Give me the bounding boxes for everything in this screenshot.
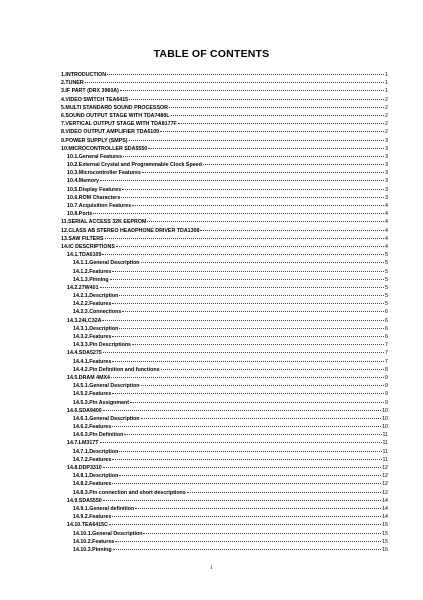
dot-leader: [203, 160, 384, 165]
dot-leader: [115, 537, 381, 542]
dot-leader: [116, 242, 384, 247]
toc-entry-page: 3: [385, 194, 388, 201]
dot-leader: [129, 136, 385, 141]
toc-entry-label: 10.6.ROM Characters: [67, 194, 121, 201]
toc-entry-page: 5: [385, 293, 388, 300]
dot-leader: [135, 504, 381, 509]
toc-entry-label: 13.SAW FILTERS: [61, 235, 104, 242]
dot-leader: [122, 307, 384, 312]
toc-entry-page: 9: [385, 374, 388, 381]
dot-leader: [147, 217, 384, 222]
dot-leader: [105, 234, 384, 239]
dot-leader: [169, 103, 384, 108]
toc-entry-page: 7: [385, 350, 388, 357]
toc-entry-page: 15: [382, 522, 388, 529]
toc-entry-label: 14.IC DESCRIPTIONS: [61, 243, 115, 250]
dot-leader: [103, 496, 381, 501]
toc-entry-page: 5: [385, 252, 388, 259]
toc-entry-label: 3.IF PART (DRX 3960A): [61, 88, 119, 95]
dot-leader: [121, 193, 384, 198]
toc-entry-page: 6: [385, 309, 388, 316]
dot-leader: [123, 152, 384, 157]
toc-entry-page: 10: [382, 424, 388, 431]
toc-entry-label: 14.3.2.Features: [73, 334, 112, 340]
dot-leader: [119, 324, 384, 329]
toc-entry-label: 6.SOUND OUTPUT STAGE WITH TDA7480L: [61, 112, 170, 119]
dot-leader: [102, 250, 384, 255]
dot-leader: [129, 95, 384, 100]
toc-entry-page: 5: [385, 268, 388, 275]
dot-leader: [200, 226, 384, 231]
toc-entry-page: 15: [382, 530, 388, 537]
toc-entry-label: 10.7.Acquisition Features: [67, 203, 132, 209]
dot-leader: [112, 332, 384, 337]
toc-entry-label: 14.2.27W401: [67, 284, 99, 291]
dot-leader: [112, 455, 381, 460]
toc-entry-page: 12: [382, 489, 388, 496]
dot-leader: [119, 291, 384, 296]
toc-entry-label: 7.VERTICAL OUTPUT STAGE WITH TDA8177F: [61, 121, 177, 128]
toc-entry-label: 10.1.General Features: [67, 153, 123, 160]
toc-entry-label: 8.VIDEO OUTPUT AMPLIFIER TDA6109: [61, 129, 160, 136]
toc-entry-page: 10: [382, 415, 388, 422]
toc-entry-page: 3: [385, 153, 388, 160]
dot-leader: [112, 299, 384, 304]
toc-entry-page: 3: [385, 186, 388, 193]
toc-entry-label: 14.3.3.Pin Descriptions: [73, 342, 131, 349]
toc-entry-label: 14.6.1.General Description: [73, 415, 140, 422]
toc-entry-page: 4: [385, 211, 388, 218]
toc-entry-page: 10: [382, 407, 388, 414]
dot-leader: [141, 258, 385, 263]
toc-entry-page: 8: [385, 366, 388, 373]
dot-leader: [112, 422, 381, 427]
dot-leader: [102, 316, 384, 321]
toc-entry-page: 2: [385, 112, 388, 119]
toc-entry-page: 3: [385, 137, 388, 144]
toc-entry-label: 14.1.3.Pinning: [73, 276, 109, 283]
dot-leader: [142, 168, 384, 173]
toc-entry-page: 5: [385, 276, 388, 283]
toc-entry-label: 14.3.1.Description: [73, 325, 119, 332]
dot-leader: [112, 357, 384, 362]
dot-leader: [178, 119, 384, 124]
toc-entry-page: 16: [382, 546, 388, 553]
toc-entry-label: 14.6.3.Pin Definition: [73, 432, 124, 439]
toc-entry-page: 7: [385, 342, 388, 349]
dot-leader: [187, 488, 381, 493]
dot-leader: [85, 78, 384, 83]
toc-entry-page: 2: [385, 104, 388, 111]
toc-entry-label: 14.5.2.Features: [73, 391, 112, 398]
toc-entry-page: 14: [382, 497, 388, 504]
toc-entry-label: 14.6.SDA9400: [67, 407, 102, 414]
dot-leader: [122, 185, 384, 190]
dot-leader: [111, 373, 384, 378]
toc-entry-page: 6: [385, 325, 388, 332]
toc-entry-label: 10.4.Memory: [67, 178, 100, 185]
dot-leader: [112, 389, 384, 394]
toc-entry-page: 11: [382, 432, 388, 439]
toc-entry-label: 14.1.TDA6109: [67, 252, 102, 259]
dot-leader: [100, 438, 382, 443]
toc-entry-label: 5.MULTI STANDARD SOUND PROCESSOR: [61, 104, 168, 111]
toc-entry-page: 5: [385, 260, 388, 267]
toc-entry[interactable]: [61, 546, 388, 554]
dot-leader: [132, 201, 384, 206]
toc-entry-page: 9: [385, 399, 388, 406]
dot-leader: [148, 144, 384, 149]
toc-entry-label: 14.2.2.Features: [73, 301, 112, 308]
dot-leader: [143, 529, 381, 534]
toc-entry-label: 1.INTRODUCTION: [61, 72, 107, 78]
toc-entry-label: 11.SERIAL ACCESS 32K EEPROM: [61, 219, 147, 226]
toc-entry-label: 10.MICROCONTROLLER SDA5550: [61, 145, 148, 152]
toc-entry-page: 11: [382, 456, 388, 463]
dot-leader: [112, 512, 381, 517]
toc-entry-page: 12: [382, 465, 388, 471]
toc-entry-page: 12: [382, 473, 388, 480]
toc-entry-page: 4: [385, 235, 388, 242]
toc-entry-label: 14.9.1.General definition: [73, 505, 135, 512]
toc-entry-label: 14.1.2.Features: [73, 268, 112, 275]
toc-entry-page: 3: [385, 145, 388, 152]
toc-entry-label: 14.8.2.Features: [73, 481, 112, 488]
toc-entry-label: 2.TUNER: [61, 80, 84, 87]
toc-entry-page: 4: [385, 227, 388, 234]
toc-entry-label: 14.4.1.Features: [73, 358, 112, 365]
toc-entry-label: 14.1.1.General Description: [73, 260, 140, 267]
dot-leader: [110, 275, 384, 280]
toc-entry-label: 14.10.TEA6415C: [67, 522, 108, 529]
dot-leader: [124, 430, 381, 435]
toc-entry-page: 3: [385, 162, 388, 169]
dot-leader: [107, 70, 384, 75]
toc-entry-page: 2: [385, 121, 388, 128]
toc-entry-page: 2: [385, 129, 388, 136]
toc-entry-label: 14.3.24LC32A: [67, 317, 102, 324]
toc-entry-label: 10.2.External Crystal and Programmable Clock Speed: [67, 162, 202, 169]
toc-entry-page: 1: [385, 88, 388, 95]
toc-entry-label: 14.5.DRAM 4MX4: [67, 374, 110, 381]
dot-leader: [109, 520, 381, 525]
toc-entry-page: 11: [382, 448, 388, 455]
toc-entry-label: 14.8.1.Description: [73, 473, 119, 480]
toc-entry-page: 4: [385, 203, 388, 209]
toc-entry-label: 14.8.3.Pin connection and short descriptions: [73, 489, 186, 496]
dot-leader: [93, 209, 384, 214]
toc-entry-label: 14.9.2.Features: [73, 514, 112, 521]
dot-leader: [119, 447, 381, 452]
toc-entry-page: 3: [385, 170, 388, 177]
toc-entry-label: 14.10.1.General Description: [73, 530, 143, 537]
dot-leader: [112, 267, 384, 272]
toc-entry-page: 7: [385, 358, 388, 365]
toc-entry-page: 4: [385, 243, 388, 250]
toc-entry-page: 1: [385, 80, 388, 87]
toc-entry-page: 14: [382, 505, 388, 512]
page-number: i: [210, 565, 213, 571]
toc-entry-label: 14.7.LM317T: [67, 440, 99, 447]
table-of-contents: [61, 71, 388, 554]
dot-leader: [120, 86, 384, 91]
dot-leader: [132, 340, 384, 345]
toc-entry-page: 1: [385, 72, 388, 78]
toc-entry-page: 5: [385, 301, 388, 308]
toc-entry-label: 14.10.3.Pinning: [73, 546, 112, 553]
dot-leader: [112, 479, 381, 484]
toc-entry-page: 12: [382, 481, 388, 488]
toc-entry-page: 11: [382, 440, 388, 447]
toc-entry-label: 14.4.SDA5275: [67, 350, 102, 357]
toc-entry-page: 9: [385, 383, 388, 390]
toc-entry-page: 6: [385, 317, 388, 324]
dot-leader: [103, 348, 384, 353]
toc-entry-label: 12.CLASS AB STEREO HEADPHONE DRIVER TDA1308: [61, 227, 200, 234]
toc-entry-label: 14.2.3.Connections: [73, 309, 122, 316]
dot-leader: [119, 471, 381, 476]
toc-entry-label: 14.5.1.General Description: [73, 383, 140, 390]
dot-leader: [161, 365, 385, 370]
toc-entry-label: 14.7.2.Features: [73, 456, 112, 463]
dot-leader: [160, 127, 384, 132]
toc-entry-label: 14.6.2.Features: [73, 424, 112, 431]
toc-entry-label: 10.3.Microcontroller Features: [67, 170, 141, 177]
toc-entry-label: 14.2.1.Description: [73, 293, 119, 300]
dot-leader: [141, 381, 385, 386]
toc-entry-label: 10.8.Ports: [67, 211, 93, 218]
toc-entry-page: 14: [382, 514, 388, 521]
toc-entry-label: 14.4.2.Pin Definition and functions: [73, 366, 160, 373]
toc-entry-label: 14.7.1.Description: [73, 448, 119, 455]
toc-entry-page: 4: [385, 219, 388, 226]
dot-leader: [100, 283, 385, 288]
toc-entry-page: 9: [385, 391, 388, 398]
toc-entry-label: 14.10.2.Features: [73, 538, 115, 545]
dot-leader: [100, 176, 384, 181]
toc-entry-label: 14.5.3.Pin Assignment: [73, 399, 130, 406]
dot-leader: [103, 406, 381, 411]
dot-leader: [113, 545, 382, 550]
toc-entry-page: 5: [385, 284, 388, 291]
toc-entry-page: 2: [385, 96, 388, 103]
toc-entry-page: 6: [385, 334, 388, 340]
toc-entry-label: 4.VIDEO SWITCH TEA6415: [61, 96, 129, 103]
toc-entry-page: 3: [385, 178, 388, 185]
page-title: TABLE OF CONTENTS: [153, 48, 270, 60]
toc-entry-label: 9.POWER SUPPLY (SMPS): [61, 137, 128, 144]
dot-leader: [171, 111, 385, 116]
dot-leader: [130, 398, 384, 403]
toc-entry-label: 10.5.Display Features: [67, 186, 122, 193]
toc-entry-page: 15: [382, 538, 388, 545]
dot-leader: [141, 414, 382, 419]
dot-leader: [103, 463, 381, 468]
toc-entry-label: 14.9.SDA5550: [67, 497, 102, 504]
toc-entry-label: 14.8.DDP3310: [67, 465, 102, 471]
